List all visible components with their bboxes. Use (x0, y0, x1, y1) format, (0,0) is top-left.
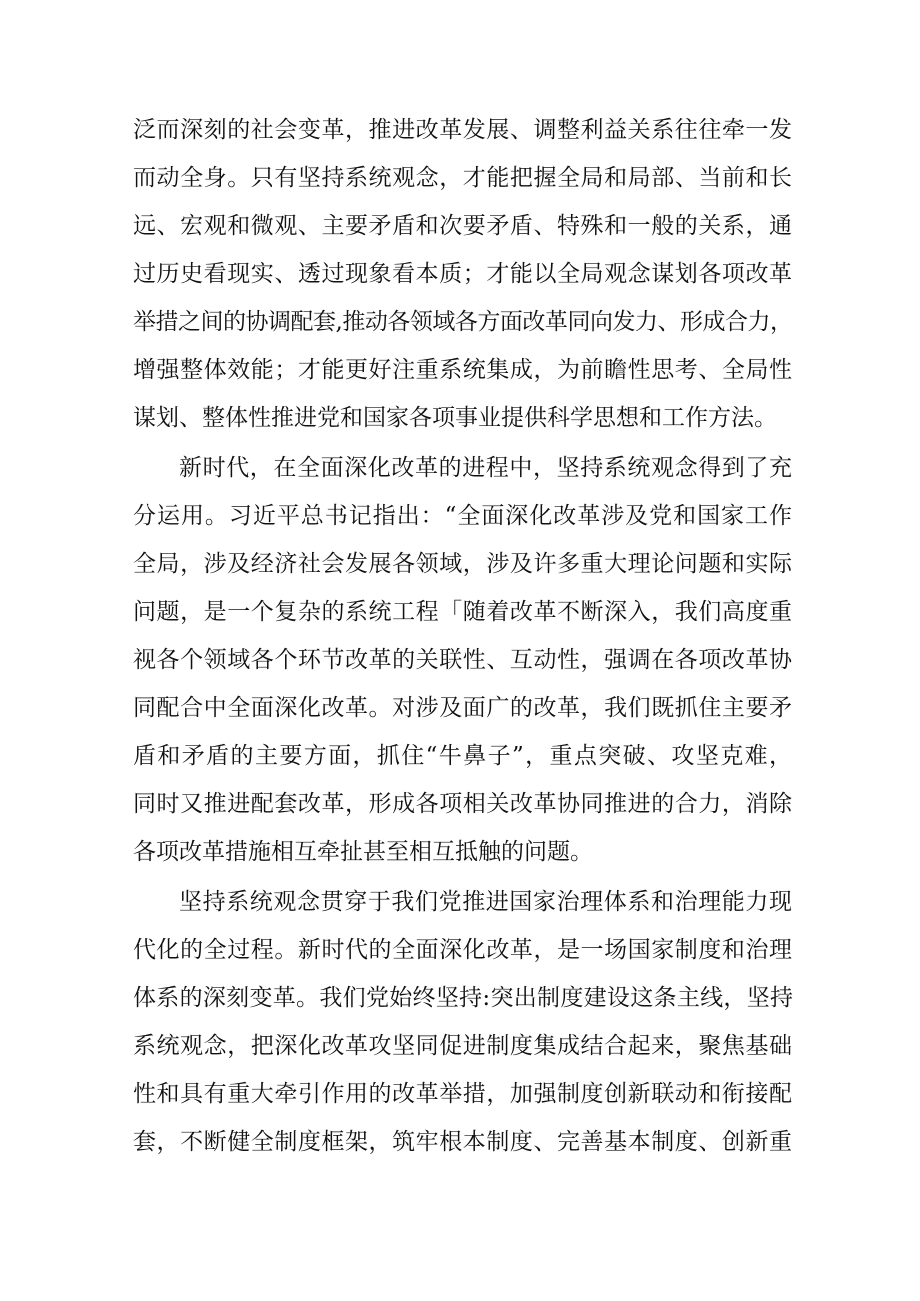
text-line: 同时又推进配套改革，形成各项相关改革协同推进的合力，消除 (133, 791, 792, 817)
text-line: 视各个领域各个环节改革的关联性、互动性，强调在各项改革协 (133, 647, 792, 673)
text-line: 增强整体效能；才能更好注重系统集成，为前瞻性思考、全局性 (133, 357, 792, 383)
text-line: 性和具有重大牵引作用的改革举措，加强制度创新联动和衔接配 (133, 1081, 792, 1107)
text-line: 代化的全过程。新时代的全面深化改革，是一场国家制度和治理 (133, 937, 792, 963)
text-line: 远、宏观和微观、主要矛盾和次要矛盾、特殊和一般的关系，通 (133, 213, 792, 239)
paragraph (133, 106, 792, 442)
text-line: 各项改革措施相互牵扯甚至相互抵触的问题。 (133, 839, 593, 865)
text-line: 套，不断健全制度框架，筑牢根本制度、完善基本制度、创新重 (133, 1129, 792, 1155)
text-line: 系统观念，把深化改革攻坚同促进制度集成结合起来，聚焦基础 (133, 1033, 792, 1059)
text-line: 体系的深刻变革。我们党始终坚持:突出制度建设这条主线，坚持 (133, 985, 792, 1011)
text-line: 泛而深刻的社会变革，推进改革发展、调整利益关系往往牵一发 (133, 117, 792, 143)
text-line: 全局，涉及经济社会发展各领域，涉及许多重大理论问题和实际 (133, 551, 792, 577)
text-line: 问题，是一个复杂的系统工程「随着改革不断深入，我们高度重 (133, 599, 792, 625)
text-line: 过历史看现实、透过现象看本质；才能以全局观念谋划各项改革 (133, 261, 792, 287)
text-line: 同配合中全面深化改革。对涉及面广的改革，我们既抓住主要矛 (133, 695, 792, 721)
text-line: 盾和矛盾的主要方面，抓住“牛鼻子”，重点突破、攻坚克难， (133, 743, 792, 769)
text-line: 举措之间的协调配套,推动各领域各方面改革同向发力、形成合力， (133, 309, 792, 335)
text-line: 新时代，在全面深化改革的进程中，坚持系统观念得到了充 (179, 455, 792, 481)
text-line: 谋划、整体性推进党和国家各项事业提供科学思想和工作方法。 (133, 405, 777, 431)
text-line: 分运用。习近平总书记指出：“全面深化改革涉及党和国家工作 (133, 503, 792, 529)
paragraph (133, 878, 792, 1166)
body-text (133, 106, 792, 1166)
text-line: 坚持系统观念贯穿于我们党推进国家治理体系和治理能力现 (179, 889, 792, 915)
paragraph (133, 444, 792, 876)
text-line: 而动全身。只有坚持系统观念，才能把握全局和局部、当前和长 (133, 165, 792, 191)
